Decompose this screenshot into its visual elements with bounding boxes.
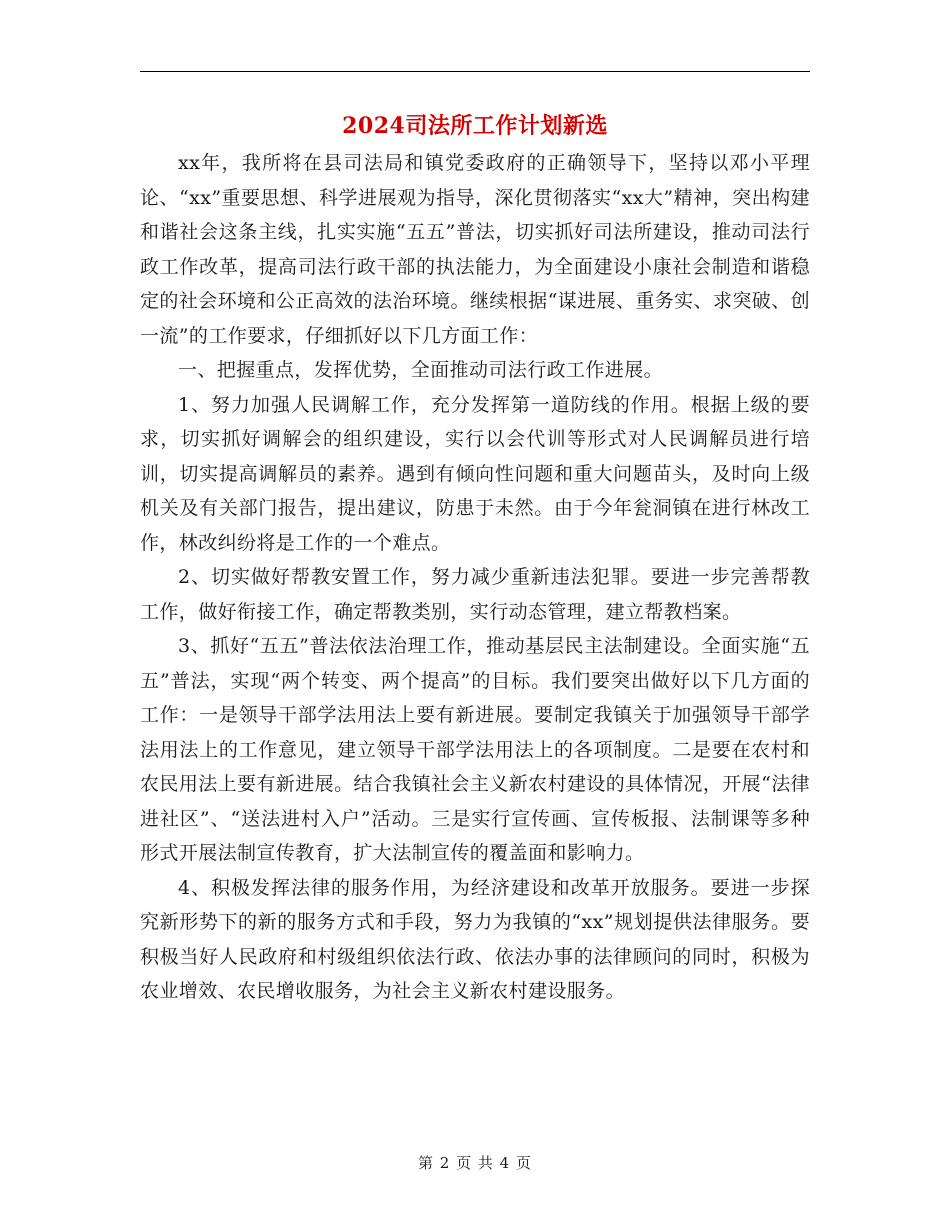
header-rule <box>140 71 810 72</box>
page-number: 第 2 页 共 4 页 <box>418 1154 532 1172</box>
paragraph-section-heading: 一、把握重点，发挥优势，全面推动司法行政工作进展。 <box>178 359 664 381</box>
paragraph-item-3: 3、抓好“五五”普法依法治理工作，推动基层民主法制建设。全面实施“五五”普法，实现“两个转变、两个提高”的目标。我们要突出做好以下几方面的工作：一是领导干部学法用法上要有新进展。要制定我镇关于加强领导干部学法用法上的工作意见，建立领导干部学法用法上的各项制度。二是要在农村和农民用法上要有新进展。结合我镇社会主义新农村建设的具体情况，开展“法律进社区”、“送法进村入户”活动。三是实行宣传画、宣传板报、法制课等多种形式开展法制宣传教育，扩大法制宣传的覆盖面和影响力。 <box>140 635 810 864</box>
document-body <box>140 146 810 1009</box>
paragraph-item-2: 2、切实做好帮教安置工作，努力减少重新违法犯罪。要进一步完善帮教工作，做好衔接工作，确定帮教类别，实行动态管理，建立帮教档案。 <box>140 566 810 623</box>
paragraph-item-4: 4、积极发挥法律的服务作用，为经济建设和改革开放服务。要进一步探究新形势下的新的服务方式和手段，努力为我镇的“xx”规划提供法律服务。要积极当好人民政府和村级组织依法行政、依法办事的法律顾问的同时，积极为农业增效、农民增收服务，为社会主义新农村建设服务。 <box>140 876 810 1002</box>
document-title: 2024司法所工作计划新选 <box>342 113 608 139</box>
paragraph-item-1: 1、努力加强人民调解工作，充分发挥第一道防线的作用。根据上级的要求，切实抓好调解会的组织建设，实行以会代训等形式对人民调解员进行培训，切实提高调解员的素养。遇到有倾向性问题和重大问题苗头，及时向上级机关及有关部门报告，提出建议，防患于未然。由于今年瓮洞镇在进行林改工作，林改纠纷将是工作的一个难点。 <box>140 393 810 554</box>
paragraph-intro: xx年，我所将在县司法局和镇党委政府的正确领导下，坚持以邓小平理论、“xx”重要思想、科学进展观为指导，深化贯彻落实“xx大”精神，突出构建和谐社会这条主线，扎实实施“五五”普法，切实抓好司法所建设，推动司法行政工作改革，提高司法行政干部的执法能力，为全面建设小康社会制造和谐稳定的社会环境和公正高效的法治环境。继续根据“谋进展、重务实、求突破、创一流”的工作要求，仔细抓好以下几方面工作： <box>140 152 810 347</box>
